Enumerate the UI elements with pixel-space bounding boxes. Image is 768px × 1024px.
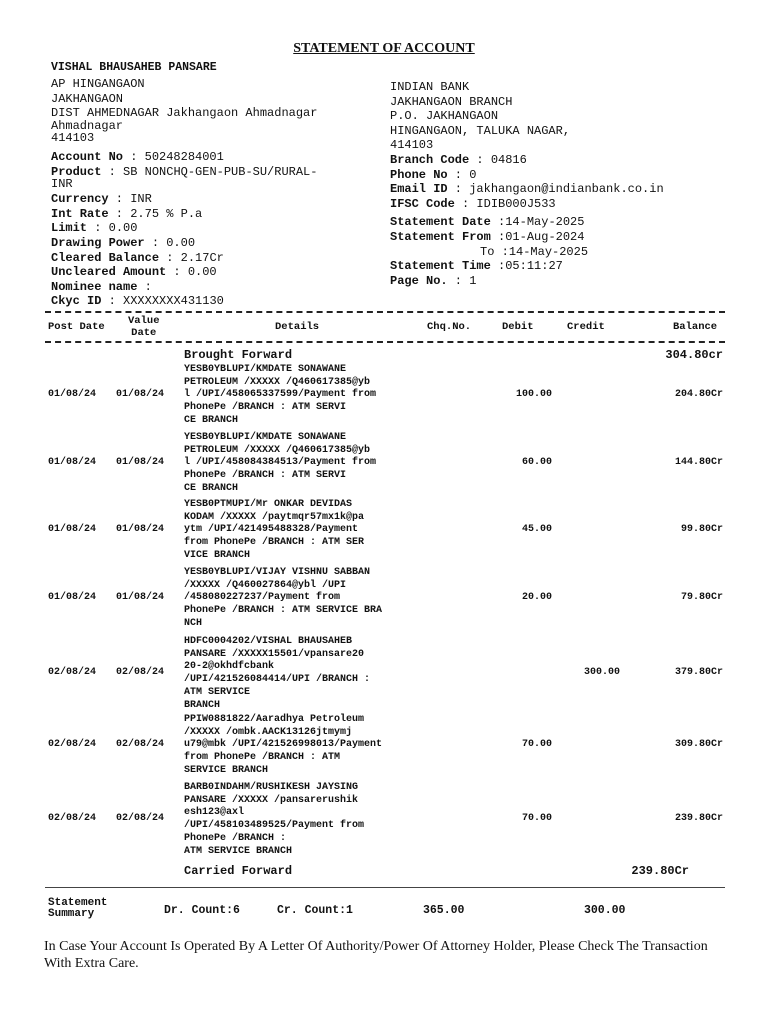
account-field-value: INR — [130, 192, 152, 207]
brought-forward-label: Brought Forward — [184, 348, 293, 362]
balance-amount: 239.80Cr — [674, 813, 723, 824]
account-field: Uncleared Amount : 0.00 — [51, 265, 217, 280]
account-field: Account No : 50248284001 — [51, 150, 224, 164]
account-field-value: 0.00 — [187, 265, 217, 280]
debit-amount: 70.00 — [521, 739, 552, 750]
total-debit: 365.00 — [423, 904, 465, 917]
value-date: 01/08/24 — [116, 389, 165, 400]
bank-field-value: 1 — [469, 273, 477, 288]
account-field: Limit : 0.00 — [51, 221, 138, 236]
bank-field-label: Email ID — [390, 182, 448, 197]
customer-address-line: 414103 — [51, 130, 95, 145]
account-details — [51, 150, 317, 309]
account-field-label: Currency — [51, 192, 109, 207]
value-date: 01/08/24 — [116, 457, 165, 468]
bank-field-label: Phone No — [390, 167, 448, 182]
balance-amount: 309.80Cr — [674, 739, 723, 750]
balance-amount: 99.80Cr — [680, 524, 723, 535]
col-post-date: Post Date — [48, 321, 105, 333]
bank-address-line: HINGANGAON, TALUKA NAGAR, — [390, 123, 571, 138]
debit-amount: 100.00 — [515, 389, 552, 400]
bank-field: To :14-May-2025 — [480, 244, 589, 259]
summary-rule — [45, 887, 725, 888]
transaction-details: PPIW0881822/Aaradhya Petroleum /XXXXX /ombk.AACK13126jtmymj u79@mbk /UPI/421526998013/Payment from PhonePe /BRANCH : ATM SERVICE BRANCH — [184, 714, 383, 776]
transaction-row — [0, 499, 768, 565]
total-credit: 300.00 — [584, 904, 626, 917]
debit-amount: 70.00 — [521, 813, 552, 824]
customer-address-line: DIST AHMEDNAGAR Jakhangaon Ahmadnagar — [51, 106, 318, 120]
bank-address-line: 414103 — [390, 138, 434, 152]
account-field-label: Product — [51, 164, 102, 179]
account-field-value: SB NONCHQ-GEN-PUB-SU/RURAL- — [123, 164, 318, 179]
col-details: Details — [275, 321, 320, 333]
customer-address-line: JAKHANGAON — [51, 91, 124, 106]
balance-amount: 379.80Cr — [674, 667, 723, 678]
value-date: 02/08/24 — [116, 667, 165, 678]
bank-field: Statement From :01-Aug-2024 — [390, 229, 585, 244]
col-credit: Credit — [567, 321, 605, 333]
account-field-label: Uncleared Amount — [51, 265, 167, 280]
account-field-label: Account No — [51, 150, 124, 164]
carried-forward-label: Carried Forward — [184, 864, 293, 878]
account-field-label: Ckyc ID — [51, 294, 102, 309]
bank-field-label: To — [480, 244, 495, 259]
bank-field: Branch Code : 04816 — [390, 153, 527, 167]
balance-amount: 204.80Cr — [674, 389, 723, 400]
account-field — [51, 177, 317, 192]
account-field: Nominee name : — [51, 279, 152, 294]
bank-field-value: jakhangaon@indianbank.co.in — [469, 182, 664, 197]
footer-note: In Case Your Account Is Operated By A Letter Of Authority/Power Of Attorney Holder, Please Check The Transaction With Extra Care. — [44, 939, 708, 971]
col-value-date: Value Date — [128, 315, 160, 339]
bank-field-value: 05:11:27 — [505, 259, 563, 274]
page-title: STATEMENT OF ACCOUNT — [293, 41, 475, 56]
transaction-details: BARB0INDAHM/RUSHIKESH JAYSING PANSARE /XXXXX /pansarerushik esh123@axl /UPI/458103489525/Payment from PhonePe /BRANCH : ATM SERVICE BRANCH — [184, 782, 365, 857]
bank-field-value: 04816 — [490, 153, 527, 167]
account-field: Drawing Power : 0.00 — [51, 235, 196, 250]
account-field-value: 50248284001 — [144, 150, 224, 164]
debit-amount: 60.00 — [521, 457, 552, 468]
post-date: 02/08/24 — [48, 667, 97, 678]
bank-field-label: Branch Code — [390, 153, 470, 167]
bank-field-label: Statement From — [390, 229, 491, 244]
transaction-row — [0, 567, 768, 633]
bank-field-label: Page No. — [390, 273, 448, 288]
bank-field: Email ID : jakhangaon@indianbank.co.in — [390, 182, 664, 197]
account-field-label: Cleared Balance — [51, 250, 160, 265]
header-top-rule — [45, 311, 725, 313]
transaction-row — [0, 714, 768, 780]
account-field: Cleared Balance : 2.17Cr — [51, 250, 224, 265]
debit-amount: 45.00 — [521, 524, 552, 535]
col-chq-no: Chq.No. — [427, 321, 472, 333]
post-date: 02/08/24 — [48, 813, 97, 824]
summary-label: Statement Summary — [48, 897, 108, 920]
bank-field-value: 14-May-2025 — [508, 244, 589, 259]
dr-count: Dr. Count:6 — [164, 904, 240, 917]
account-field-label: Limit — [51, 221, 88, 236]
post-date: 01/08/24 — [48, 389, 97, 400]
transaction-details: YESB0YBLUPI/KMDATE SONAWANE PETROLEUM /XXXXX /Q460617385@yb l /UPI/458084384513/Payment from PhonePe /BRANCH : ATM SERVI CE BRANCH — [184, 432, 377, 494]
account-field-label: Nominee name — [51, 279, 138, 294]
transaction-row — [0, 782, 768, 859]
bank-field: IFSC Code : IDIB000J533 — [390, 196, 556, 211]
account-field-label: Drawing Power — [51, 235, 145, 250]
bank-field: Page No. : 1 — [390, 273, 477, 288]
customer-address-line: Ahmadnagar — [51, 118, 124, 133]
account-field: Int Rate : 2.75 % P.a — [51, 206, 203, 221]
bank-field: Statement Time :05:11:27 — [390, 259, 563, 274]
bank-field-value: IDIB000J533 — [476, 196, 556, 211]
transaction-details: HDFC0004202/VISHAL BHAUSAHEB PANSARE /XXXXX15501/vpansare20 20-2@okhdfcbank /UPI/421526084414/UPI /BRANCH : ATM SERVICE BRANCH — [184, 636, 371, 711]
post-date: 02/08/24 — [48, 739, 97, 750]
transaction-row — [0, 364, 768, 430]
value-date: 01/08/24 — [116, 524, 165, 535]
balance-amount: 79.80Cr — [680, 592, 723, 603]
customer-address — [51, 77, 317, 145]
transaction-details: YESB0YBLUPI/VIJAY VISHNU SABBAN /XXXXX /Q460027864@ybl /UPI /458080227237/Payment from PhonePe /BRANCH : ATM SERVICE BRA NCH — [184, 567, 383, 629]
bank-field-value: 0 — [469, 167, 477, 182]
bank-field: Statement Date :14-May-2025 — [390, 215, 585, 230]
debit-amount: 20.00 — [521, 592, 552, 603]
post-date: 01/08/24 — [48, 457, 97, 468]
bank-field-label: Statement Date — [390, 215, 491, 230]
post-date: 01/08/24 — [48, 524, 97, 535]
bank-details — [390, 153, 664, 288]
header-bottom-rule — [45, 341, 725, 343]
account-field: Product : SB NONCHQ-GEN-PUB-SU/RURAL- — [51, 164, 318, 179]
bank-field-value: 01-Aug-2024 — [505, 229, 585, 244]
balance-amount: 144.80Cr — [674, 457, 723, 468]
account-field-value: XXXXXXXX431130 — [123, 294, 224, 309]
customer-address-line: AP HINGANGAON — [51, 77, 145, 91]
bank-field-label: IFSC Code — [390, 196, 455, 211]
account-field-value: 0.00 — [166, 235, 196, 250]
account-field-label: Int Rate — [51, 206, 109, 221]
brought-forward-balance: 304.80cr — [665, 348, 723, 362]
value-date: 02/08/24 — [116, 813, 165, 824]
account-field-value: 2.75 % P.a — [130, 206, 203, 221]
account-field: Currency : INR — [51, 192, 152, 207]
transaction-details: YESB0YBLUPI/KMDATE SONAWANE PETROLEUM /XXXXX /Q460617385@yb l /UPI/458065337599/Payment from PhonePe /BRANCH : ATM SERVI CE BRANCH — [184, 364, 377, 426]
bank-field-label: Statement Time — [390, 259, 491, 274]
bank-field-value: 14-May-2025 — [505, 215, 585, 230]
credit-amount: 300.00 — [583, 667, 620, 678]
account-field: Ckyc ID : XXXXXXXX431130 — [51, 294, 224, 309]
account-field-value: 0.00 — [108, 221, 138, 236]
value-date: 01/08/24 — [116, 592, 165, 603]
account-field-value: INR — [51, 177, 73, 192]
bank-address-line: INDIAN BANK — [390, 80, 470, 94]
bank-address — [390, 80, 570, 153]
bank-field: Phone No : 0 — [390, 167, 477, 182]
bank-address-line: P.O. JAKHANGAON — [390, 109, 499, 123]
transaction-row — [0, 636, 768, 713]
transaction-row — [0, 432, 768, 498]
col-balance: Balance — [673, 321, 718, 333]
cr-count: Cr. Count:1 — [277, 904, 353, 917]
bank-address-line: JAKHANGAON BRANCH — [390, 94, 513, 109]
value-date: 02/08/24 — [116, 739, 165, 750]
customer-name: VISHAL BHAUSAHEB PANSARE — [51, 61, 217, 74]
carried-forward-balance: 239.80Cr — [631, 864, 689, 878]
transaction-details: YESB0PTMUPI/Mr ONKAR DEVIDAS KODAM /XXXXX /paytmqr57mx1k@pa ytm /UPI/421495488328/Payment from PhonePe /BRANCH : ATM SER VICE BRANCH — [184, 499, 365, 561]
post-date: 01/08/24 — [48, 592, 97, 603]
col-debit: Debit — [502, 321, 534, 333]
account-field-value: 2.17Cr — [180, 250, 224, 265]
